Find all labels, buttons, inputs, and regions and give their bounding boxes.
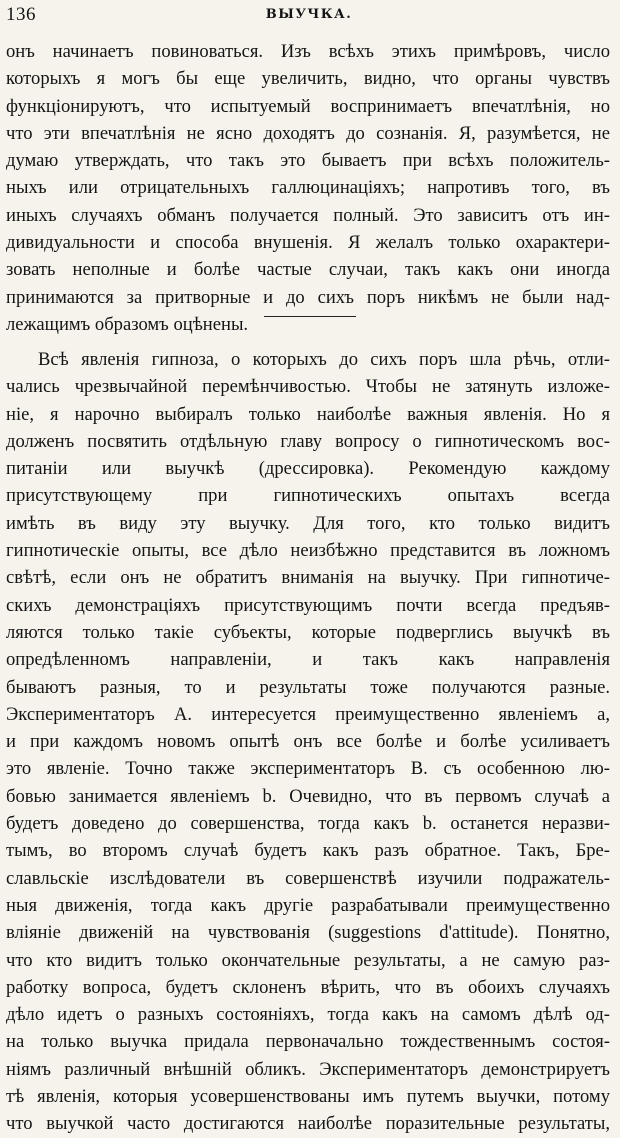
text-line: иныхъ случаяхъ обманъ получается полный. Это зависитъ отъ ин- xyxy=(6,204,610,226)
text-line: работку вопроса, будетъ склоненъ вѣрить, что въ обоихъ случаяхъ xyxy=(6,976,610,998)
text-line: принимаются за притворные и до сихъ поръ никѣмъ не были над- xyxy=(6,286,610,308)
text-line: питаніи или выучкѣ (дрессировка). Рекомендую каждому xyxy=(6,458,610,480)
text-line: опредѣленномъ направленіи, и такъ какъ направленія xyxy=(6,649,610,671)
text-line: бываютъ разныя, то и результаты тоже получаются разные. xyxy=(6,676,610,698)
text-line: думаю утверждать, что такъ это бываетъ при всѣхъ положитель- xyxy=(6,150,610,172)
text-line: и при каждомъ новомъ опытѣ онъ все болѣе и болѣе усиливаетъ xyxy=(6,731,610,753)
text-line: ныя движенія, тогда какъ другіе разрабатывали преимущественно xyxy=(6,894,610,916)
text-line: это явленіе. Точно также экспериментаторъ В. съ особенною лю- xyxy=(6,758,610,780)
text-line: славльскіе изслѣдователи въ совершенствѣ изучили подражатель- xyxy=(6,867,610,889)
text-line: ніямъ различный внѣшній обликъ. Экспериментаторъ демонстрируетъ xyxy=(6,1058,610,1080)
text-line: тѣ явленія, которыя усовершенствованы имъ путемъ выучки, потому xyxy=(6,1086,610,1108)
text-line: ляются только такіе субъекты, которые подверглись выучкѣ въ xyxy=(6,621,610,643)
text-line: на только выучка придала первоначально тождественнымъ состоя- xyxy=(6,1031,610,1053)
text-line: Экспериментаторъ А. интересуется преимущественно явленіемъ a, xyxy=(6,703,610,725)
text-line: которыхъ я могъ бы еще увеличить, видно, что органы чувствъ xyxy=(6,68,610,90)
text-line: зовать неполные и болѣе частые случаи, такъ какъ они иногда xyxy=(6,259,610,281)
paragraph-1 xyxy=(6,38,610,338)
text-line: тымъ, во второмъ случаѣ будетъ какъ разъ обратное. Такъ, Бре- xyxy=(6,840,610,862)
text-line: ныхъ или отрицательныхъ галлюцинаціяхъ; напротивъ того, въ xyxy=(6,177,610,199)
text-line: ніе, я нарочно выбиралъ только наиболѣе важныя явленія. Но я xyxy=(6,403,610,425)
text-line: будетъ доведено до совершенства, тогда какъ b. останется неразви- xyxy=(6,813,610,835)
text-line: скихъ демонстраціяхъ присутствующимъ почти всегда предъяв- xyxy=(6,594,610,616)
text-line: чались чрезвычайной перемѣнчивостью. Чтобы не затянуть изложе- xyxy=(6,376,610,398)
text-line: что выучкой часто достигаются наиболѣе поразительные результаты, xyxy=(6,1113,610,1135)
text-line: присутствующему при гипнотическихъ опытахъ всегда xyxy=(6,485,610,507)
running-head: ВЫУЧКА. xyxy=(265,7,353,22)
text-line: бовью занимается явленіемъ b. Очевидно, что въ первомъ случаѣ a xyxy=(6,785,610,807)
text-line: лежащимъ образомъ оцѣнены. xyxy=(6,313,249,335)
text-line: Всѣ явленія гипноза, о которыхъ до сихъ поръ шла рѣчь, отли- xyxy=(38,349,610,370)
text-line: долженъ посвятить отдѣльную главу вопросу о гипнотическомъ вос- xyxy=(6,430,610,452)
page-header xyxy=(6,2,612,30)
text-line: имѣть въ виду эту выучку. Для того, кто только видитъ xyxy=(6,512,610,534)
text-line: онъ начинаетъ повиноваться. Изъ всѣхъ этихъ примѣровъ, число xyxy=(6,41,610,62)
section-divider xyxy=(264,316,356,317)
text-line: свѣтѣ, если онъ не обратитъ вниманія на выучку. При гипнотиче- xyxy=(6,567,610,589)
text-line: функціонируютъ, что испытуемый воспринимаетъ впечатлѣнія, но xyxy=(6,95,610,117)
paragraph-2 xyxy=(6,346,610,1138)
text-line: вліяніе движеній на чувствованія (suggestions d'attitude). Понятно, xyxy=(6,922,610,944)
text-line: что эти впечатлѣнія не ясно доходятъ до сознанія. Я, разумѣется, не xyxy=(6,122,610,144)
text-line: что кто видитъ только окончательные результаты, а не самую раз- xyxy=(6,949,610,971)
page-number: 136 xyxy=(6,4,36,25)
text-line: дивидуальности и способа внушенія. Я желалъ только охарактери- xyxy=(6,232,610,254)
text-line: дѣло идетъ о разныхъ состояніяхъ, тогда какъ на самомъ дѣлѣ од- xyxy=(6,1004,610,1026)
text-line: гипнотическіе опыты, все дѣло неизбѣжно представится въ ложномъ xyxy=(6,540,610,562)
